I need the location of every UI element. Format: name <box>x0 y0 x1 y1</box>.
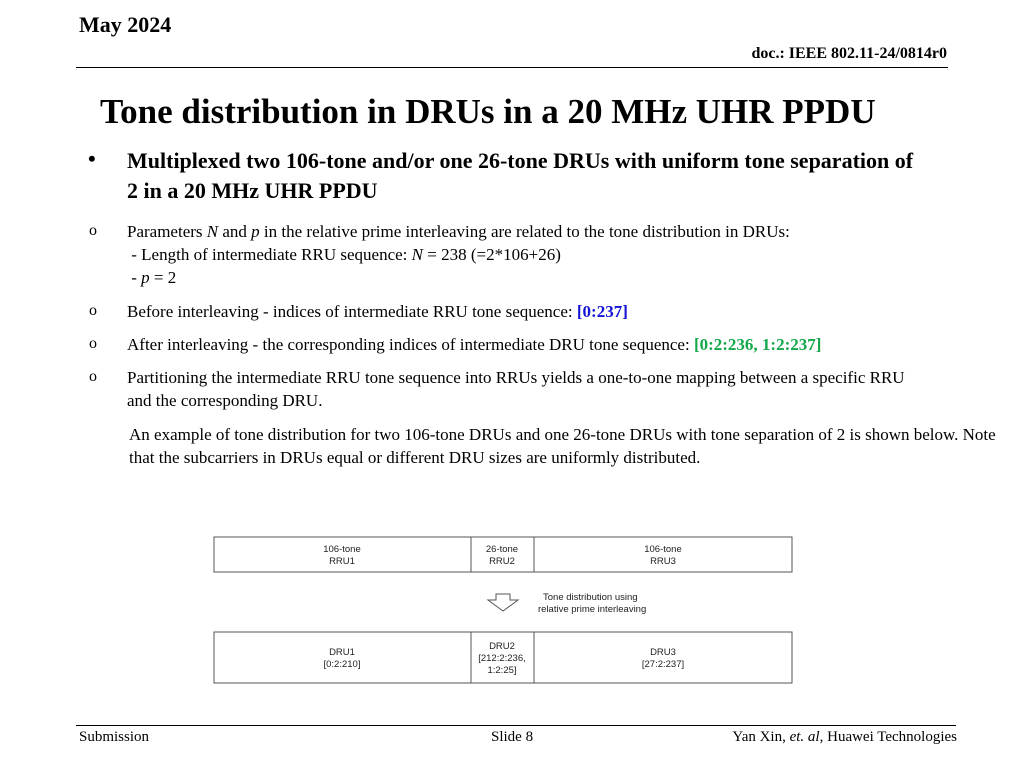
arrow-label-line2: relative prime interleaving <box>538 604 647 615</box>
sub-bullet-marker: o <box>89 222 97 239</box>
rru1-name: RRU1 <box>329 556 355 567</box>
sub-bullet-partition: Partitioning the intermediate RRU tone sequence into RRUs yields a one-to-one mapping between a specific RRU and the corresponding DRU. <box>127 368 905 410</box>
sub-bullet-marker: o <box>89 302 97 319</box>
before-indices: [0:237] <box>576 302 628 321</box>
rru3-name: RRU3 <box>650 556 676 567</box>
before-text: Before interleaving - indices of intermediate RRU tone sequence: <box>127 302 577 321</box>
sub-bullet-marker: o <box>89 368 97 385</box>
rru3-label: 106-tone <box>644 544 682 555</box>
params-text: and <box>218 222 252 241</box>
params-p-text: - <box>131 268 142 287</box>
params-p-value: = 2 <box>149 268 177 287</box>
params-text: in the relative prime interleaving are related to the tone distribution in DRUs: <box>259 222 790 241</box>
param-n: N <box>206 222 219 241</box>
footer-divider <box>76 725 956 726</box>
dru1-indices: [0:2:210] <box>323 659 361 670</box>
header-date: May 2024 <box>79 12 172 37</box>
footer-author-name: Yan Xin, <box>732 729 790 745</box>
arrow-label-line1: Tone distribution using <box>543 592 638 603</box>
header-doc-id: doc.: IEEE 802.11-24/0814r0 <box>751 45 947 62</box>
dru3-name: DRU3 <box>650 647 676 658</box>
down-arrow-icon <box>488 594 518 611</box>
footer-slide-number: Slide 8 <box>491 729 534 745</box>
main-bullet-text: Multiplexed two 106-tone and/or one 26-tone DRUs with uniform tone separation of 2 in a 20 MHz UHR PPDU <box>127 148 914 203</box>
param-n: N <box>411 245 424 264</box>
param-p: p <box>251 222 260 241</box>
rru2-name: RRU2 <box>489 556 515 567</box>
main-bullet-marker: • <box>88 146 96 171</box>
dru2-indices-part2: 1:2:25] <box>487 665 517 676</box>
footer-author-etal: et. al <box>789 729 820 745</box>
dru2-name: DRU2 <box>489 641 515 652</box>
after-indices: [0:2:236, 1:2:237] <box>693 335 822 354</box>
footer-submission: Submission <box>79 729 150 745</box>
params-length-value: = 238 (=2*106+26) <box>423 245 561 264</box>
after-text: After interleaving - the corresponding indices of intermediate DRU tone sequence: <box>127 335 694 354</box>
rru2-label: 26-tone <box>485 544 519 555</box>
footer-author-org: , Huawei Technologies <box>819 729 957 745</box>
dru2-indices-part1: [212:2:236, <box>478 653 526 664</box>
params-length-text: - Length of intermediate RRU sequence: <box>131 245 412 264</box>
footer-author <box>732 729 957 746</box>
slide-title: Tone distribution in DRUs in a 20 MHz UHR PPDU <box>100 92 876 131</box>
rru1-label: 106-tone <box>323 544 361 555</box>
dru1-name: DRU1 <box>329 647 355 658</box>
sub-bullet-marker: o <box>89 335 97 352</box>
param-p: p <box>141 268 150 287</box>
example-paragraph: An example of tone distribution for two 106-tone DRUs and one 26-tone DRUs with tone separation of 2 is shown below. Note that the subcarriers in DRUs equal or different DRU sizes are uniformly distributed. <box>129 425 996 467</box>
dru3-indices: [27:2:237] <box>641 659 685 670</box>
params-text: Parameters <box>127 222 207 241</box>
